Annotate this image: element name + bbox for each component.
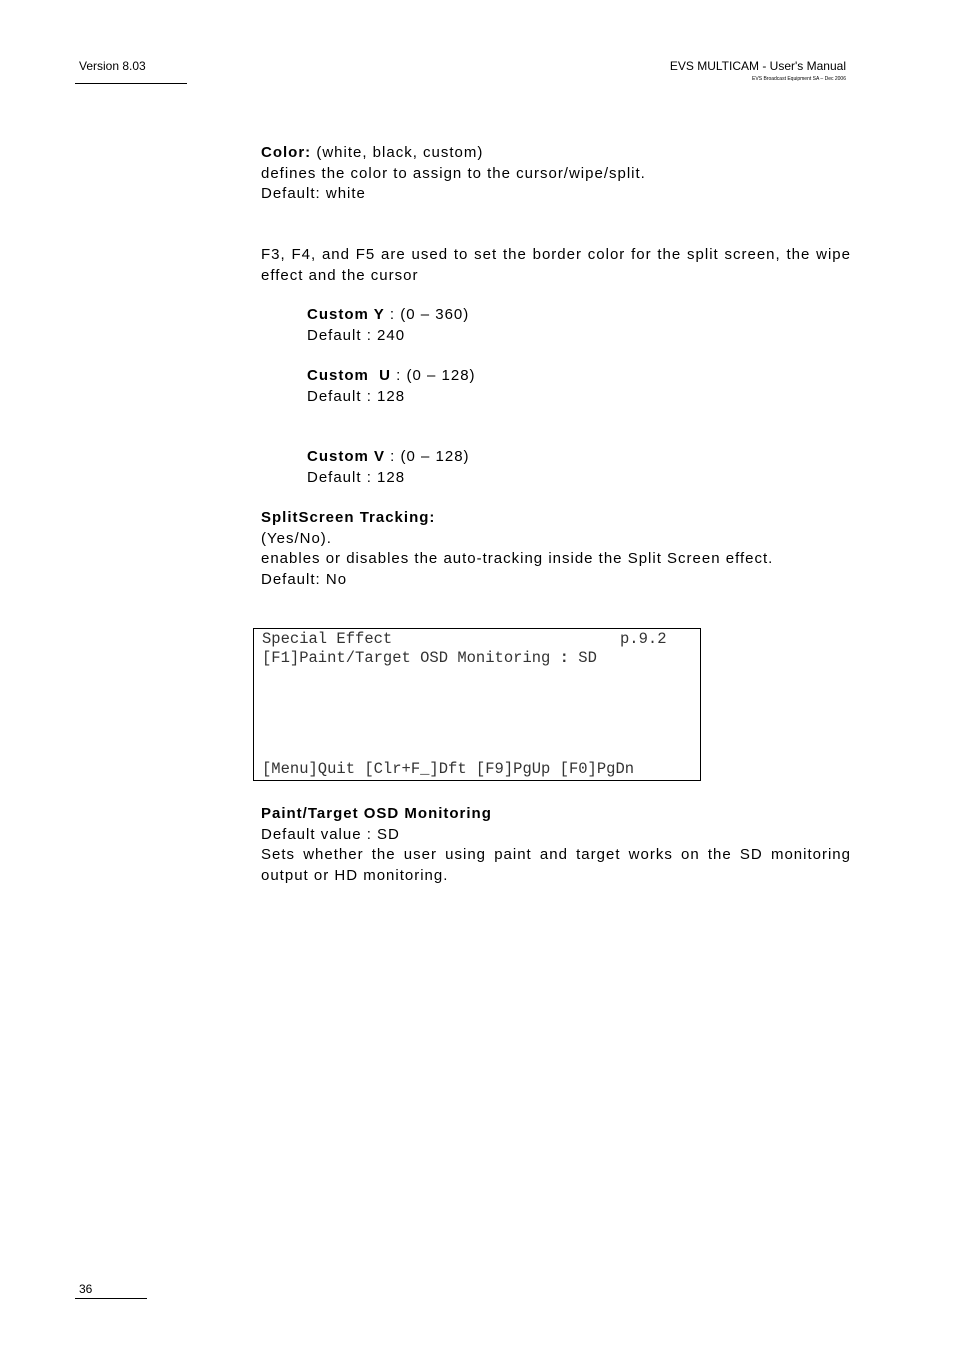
custom-y-heading bbox=[307, 305, 469, 326]
custom-v-range: : (0 – 128) bbox=[385, 448, 470, 465]
splitscreen-section bbox=[261, 508, 851, 590]
splitscreen-default: Default: No bbox=[261, 570, 348, 588]
custom-y-range: : (0 – 360) bbox=[384, 306, 470, 323]
splitscreen-description: enables or disables the auto-tracking inside the Split Screen effect. bbox=[261, 550, 774, 567]
splitscreen-label: SplitScreen Tracking: bbox=[261, 509, 436, 526]
screen-item-colon: : bbox=[559, 649, 569, 667]
header-subtitle: EVS Broadcast Equipment SA – Dec 2006 bbox=[752, 76, 846, 82]
screen-title: Special Effect bbox=[262, 630, 393, 648]
screen-page: p.9.2 bbox=[620, 630, 667, 648]
custom-u-heading bbox=[307, 366, 476, 387]
header-version: Version 8.03 bbox=[79, 59, 146, 73]
custom-v-label: Custom V bbox=[307, 448, 386, 465]
color-default: Default: white bbox=[261, 185, 366, 202]
custom-v-section bbox=[307, 447, 470, 488]
custom-u-default: Default : 128 bbox=[307, 387, 406, 405]
custom-v-default: Default : 128 bbox=[307, 468, 406, 486]
paint-default: Default value : SD bbox=[261, 825, 400, 843]
paint-description: Sets whether the user using paint and target works on the SD monitoring output or HD monitoring. bbox=[261, 846, 851, 884]
paint-section bbox=[261, 804, 851, 886]
screen-item-label: [F1]Paint/Target OSD Monitoring bbox=[262, 649, 560, 667]
color-section bbox=[261, 143, 851, 205]
header-rule bbox=[75, 83, 187, 84]
color-heading bbox=[261, 143, 851, 164]
color-label: Color: bbox=[261, 144, 312, 161]
splitscreen-options: (Yes/No). bbox=[261, 529, 332, 547]
custom-u-label: Custom U bbox=[307, 367, 391, 384]
screen-footer: [Menu]Quit [Clr+F_]Dft [F9]PgUp [F0]PgDn bbox=[262, 760, 635, 778]
screen-item-f1 bbox=[262, 649, 597, 667]
color-options: (white, black, custom) bbox=[311, 144, 484, 161]
header-title: EVS MULTICAM - User's Manual bbox=[669, 59, 846, 73]
page-number: 36 bbox=[79, 1282, 93, 1296]
color-description: defines the color to assign to the cursor/wipe/split. bbox=[261, 164, 646, 182]
custom-u-section bbox=[307, 366, 476, 407]
custom-u-range: : (0 – 128) bbox=[391, 367, 476, 384]
custom-v-heading bbox=[307, 447, 470, 468]
custom-y-label: Custom Y bbox=[307, 306, 385, 323]
custom-y-default: Default : 240 bbox=[307, 326, 406, 344]
screen-item-value: SD bbox=[578, 649, 597, 667]
menu-screen bbox=[253, 628, 701, 781]
custom-y-section bbox=[307, 305, 469, 346]
footer-rule bbox=[75, 1298, 147, 1299]
paint-label: Paint/Target OSD Monitoring bbox=[261, 805, 492, 822]
border-paragraph: F3, F4, and F5 are used to set the border color for the split screen, the wipe effect and the cursor bbox=[261, 246, 851, 284]
